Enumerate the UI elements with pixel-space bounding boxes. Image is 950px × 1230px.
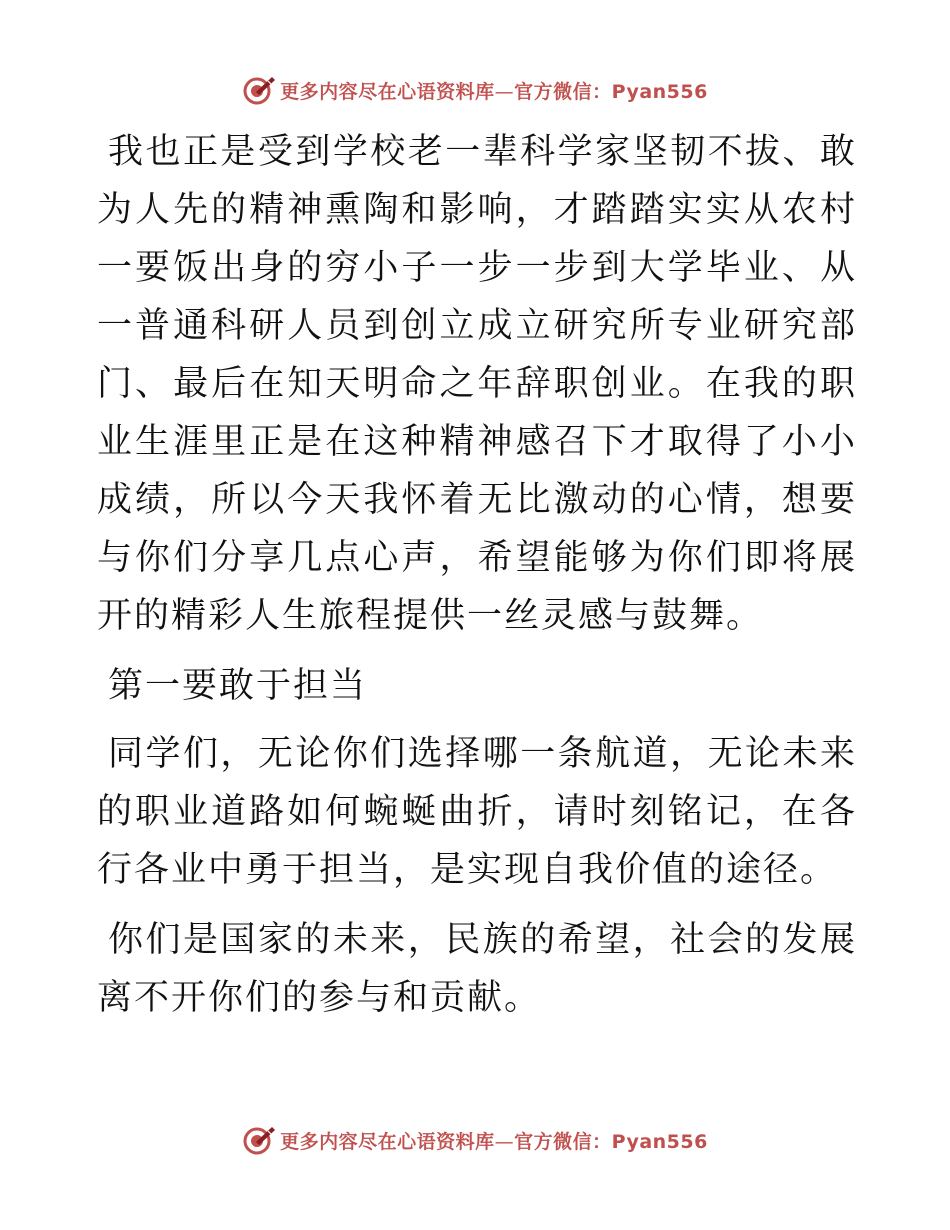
- pen-seal-icon: [242, 73, 276, 107]
- section-heading: 第一要敢于担当: [108, 666, 368, 706]
- footer-watermark: [0, 1120, 950, 1160]
- paragraph-1: 我也正是受到学校老一辈科学家坚韧不拔、敢为人先的精神熏陶和影响，才踏踏实实从农村一要饭出身的穷小子一步一步到大学毕业、从一普通科研人员到创立成立研究所专业研究部门、最后在知天明命之年辞职创业。在我的职业生涯里正是在这种精神感召下才取得了小小成绩，所以今天我怀着无比激动的心情，想要与你们分享几点心声，希望能够为你们即将展开的精彩人生旅程提供一丝灵感与鼓舞。: [97, 132, 857, 636]
- header-watermark: [0, 70, 950, 110]
- paragraph-2: 同学们，无论你们选择哪一条航道，无论未来的职业道路如何蜿蜒曲折，请时刻铭记，在各行各业中勇于担当，是实现自我价值的途径。: [97, 734, 857, 890]
- watermark-text: 更多内容尽在心语资料库—官方微信：Pyan556: [280, 80, 708, 103]
- watermark-text: 更多内容尽在心语资料库—官方微信：Pyan556: [280, 1130, 708, 1153]
- document-body: [97, 123, 857, 1027]
- pen-seal-icon: [242, 1123, 276, 1157]
- paragraph-3: 你们是国家的未来，民族的希望，社会的发展离不开你们的参与和贡献。: [97, 920, 857, 1018]
